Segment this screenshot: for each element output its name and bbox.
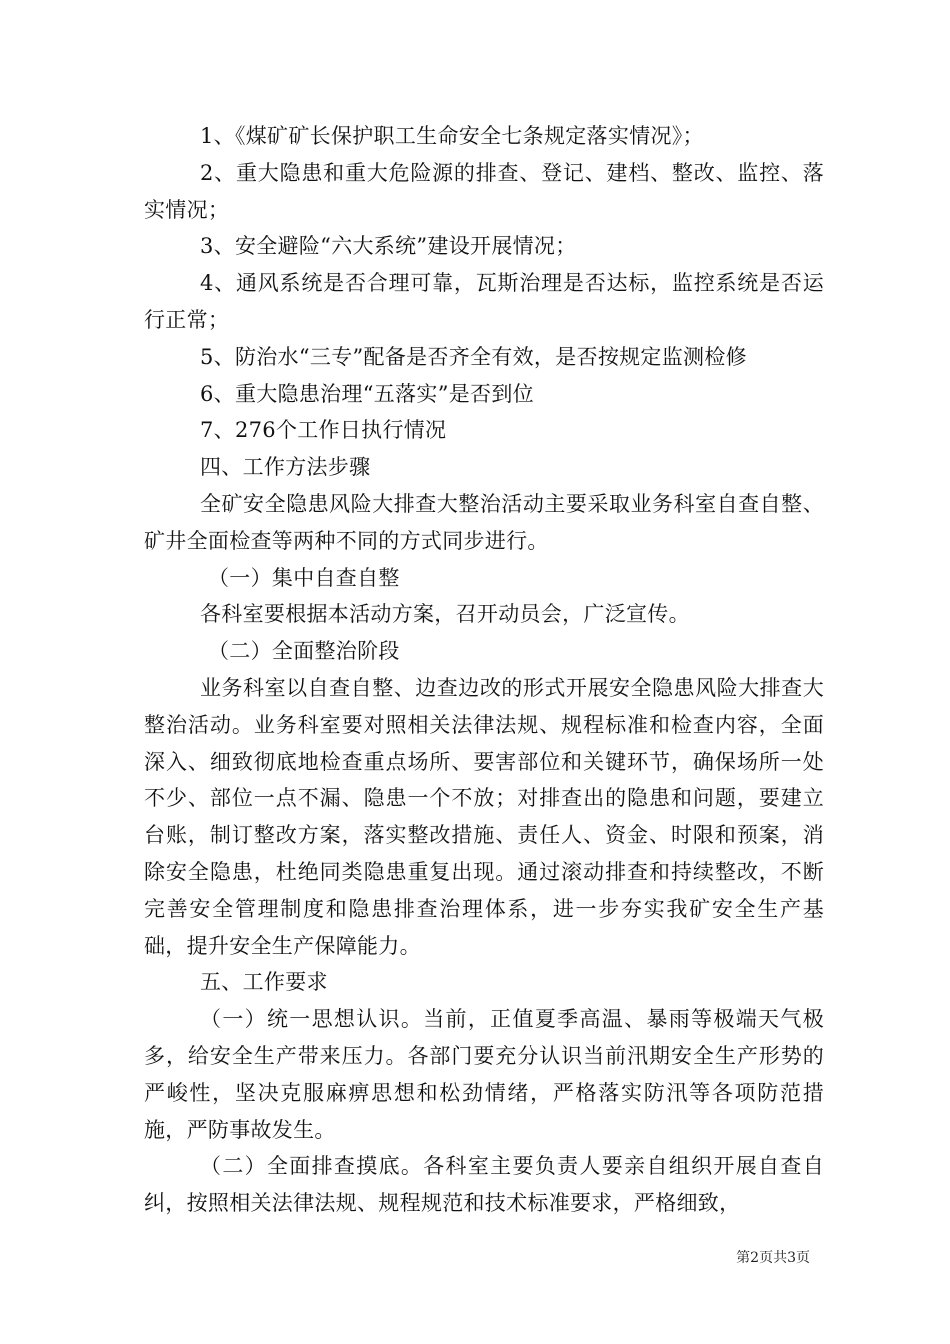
subsection-heading: （二）全面整治阶段 bbox=[208, 639, 400, 664]
list-item: 7、276个工作日执行情况 bbox=[200, 418, 447, 443]
section-heading: 四、工作方法步骤 bbox=[200, 455, 371, 480]
subsection-heading: （一）集中自查自整 bbox=[208, 565, 400, 590]
list-item: 1、《煤矿矿长保护职工生命安全七条规定落实情况》； bbox=[200, 124, 704, 148]
body-paragraph: （二）全面排查摸底。各科室主要负责人要亲自组织开展自查自纠，按照相关法律法规、规程规范和技术标准要求，严格细致， bbox=[144, 1154, 824, 1216]
page-number: 第2页共3页 bbox=[736, 1250, 810, 1266]
list-item: 3、安全避险“六大系统”建设开展情况； bbox=[200, 234, 577, 259]
body-paragraph: 业务科室以自查自整、边查边改的形式开展安全隐患风险大排查大整治活动。业务科室要对照相关法律法规、规程标准和检查内容，全面深入、细致彻底地检查重点场所、要害部位和关键环节，确保场所一处不少、部位一点不漏、隐患一个不放；对排查出的隐患和问题，要建立台账，制订整改方案，落实整改措施、责任人、资金、时限和预案，消除安全隐患，杜绝同类隐患重复出现。通过滚动排查和持续整改，不断完善安全管理制度和隐患排查治理体系，进一步夯实我矿安全生产基础，提升安全生产保障能力。 bbox=[144, 675, 824, 958]
list-item: 2、重大隐患和重大危险源的排查、登记、建档、整改、监控、落实情况； bbox=[144, 160, 824, 222]
body-paragraph: 各科室要根据本活动方案，召开动员会，广泛宣传。 bbox=[200, 602, 690, 627]
list-item: 4、通风系统是否合理可靠，瓦斯治理是否达标，监控系统是否运行正常； bbox=[144, 271, 824, 332]
body-paragraph: 全矿安全隐患风险大排查大整治活动主要采取业务科室自查自整、矿井全面检查等两种不同的方式同步进行。 bbox=[144, 491, 824, 553]
body-paragraph: （一）统一思想认识。当前，正值夏季高温、暴雨等极端天气极多，给安全生产带来压力。各部门要充分认识当前汛期安全生产形势的严峻性，坚决克服麻痹思想和松劲情绪，严格落实防汛等各项防范措施，严防事故发生。 bbox=[144, 1007, 824, 1142]
list-item: 6、重大隐患治理“五落实”是否到位 bbox=[200, 381, 534, 406]
section-heading: 五、工作要求 bbox=[200, 970, 328, 995]
document-body bbox=[144, 118, 824, 1222]
list-item: 5、防治水“三专”配备是否齐全有效，是否按规定监测检修 bbox=[200, 344, 747, 369]
